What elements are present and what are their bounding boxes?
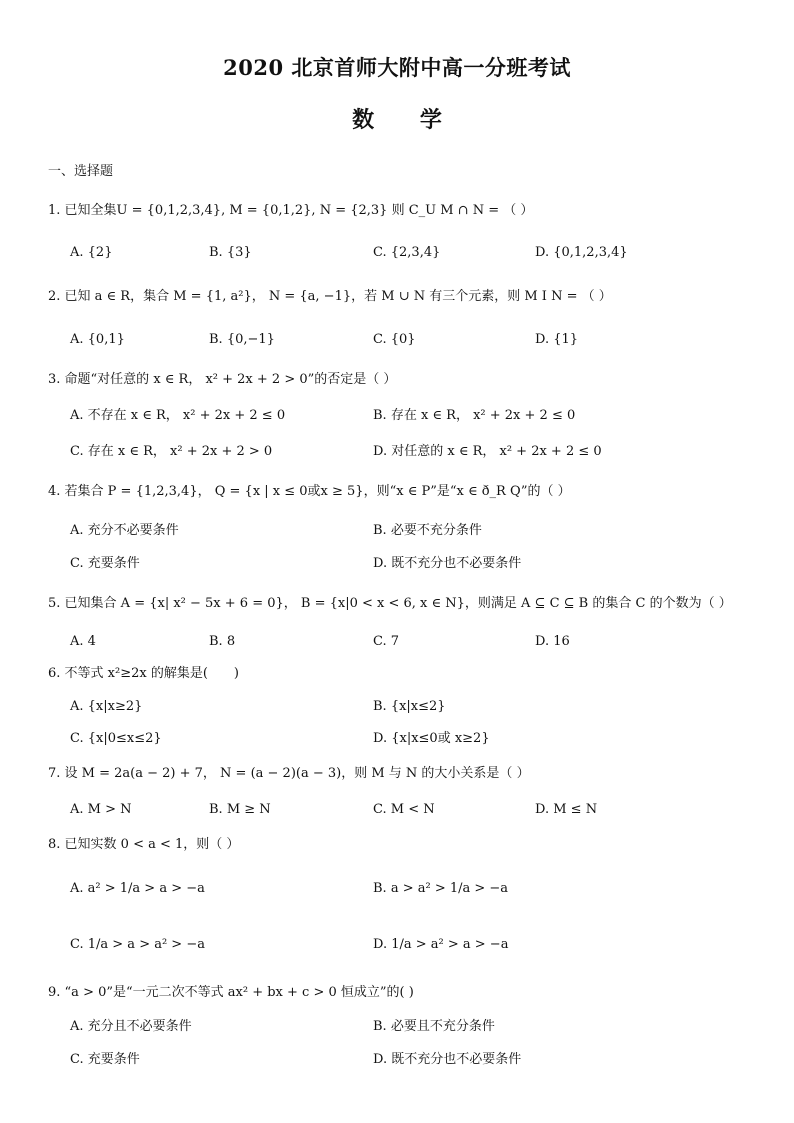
q1-option-b: B. {3} [209,245,252,260]
q1-option-c: C. {2,3,4} [373,245,441,260]
q8-option-a: A. a² > 1/a > a > −a [70,881,205,896]
q5-option-c: C. 7 [373,634,400,649]
exam-title: 2020 北京首师大附中高一分班考试 [223,55,571,80]
q2-option-d: D. {1} [535,332,579,347]
q5-option-d: D. 16 [535,634,570,649]
q3-option-a: A. 不存在 x ∈ R， x² + 2x + 2 ≤ 0 [70,408,286,423]
q4-option-c: C. 充要条件 [70,556,140,571]
question-5: 5. 已知集合 A = {x| x² − 5x + 6 = 0}， B = {x|0 < x < 6, x ∈ N}，则满足 A ⊆ C ⊆ B 的集合 C 的个数为（ ） [48,596,732,611]
q7-option-a: A. M > N [70,802,132,817]
q7-option-d: D. M ≤ N [535,802,598,817]
q4-option-b: B. 必要不充分条件 [373,523,482,538]
q2-option-b: B. {0,−1} [209,332,275,347]
q6-option-d: D. {x|x≤0或 x≥2} [373,731,490,746]
q4-option-d: D. 既不充分也不必要条件 [373,556,522,571]
question-9: 9. “a > 0”是“一元二次不等式 ax² + bx + c > 0 恒成立”的( ) [48,985,414,1000]
question-3: 3. 命题“对任意的 x ∈ R， x² + 2x + 2 > 0”的否定是（ ） [48,372,397,387]
q3-option-c: C. 存在 x ∈ R， x² + 2x + 2 > 0 [70,444,273,459]
q7-option-b: B. M ≥ N [209,802,271,817]
q8-option-d: D. 1/a > a² > a > −a [373,937,509,952]
q1-option-d: D. {0,1,2,3,4} [535,245,628,260]
q4-option-a: A. 充分不必要条件 [70,523,179,538]
q5-option-b: B. 8 [209,634,236,649]
q8-option-c: C. 1/a > a > a² > −a [70,937,205,952]
q6-option-b: B. {x|x≤2} [373,699,446,714]
q1-option-a: A. {2} [70,245,113,260]
section-heading: 一、选择题 [48,164,114,179]
q2-option-c: C. {0} [373,332,416,347]
q5-option-a: A. 4 [70,634,96,649]
question-4: 4. 若集合 P = {1,2,3,4}， Q = {x | x ≤ 0或x ≥ 5}，则“x ∈ P”是“x ∈ ð_R Q”的（ ） [48,484,571,499]
q9-option-d: D. 既不充分也不必要条件 [373,1052,522,1067]
q9-option-b: B. 必要且不充分条件 [373,1019,495,1034]
q3-option-b: B. 存在 x ∈ R， x² + 2x + 2 ≤ 0 [373,408,576,423]
question-1: 1. 已知全集U = {0,1,2,3,4}, M = {0,1,2}, N = {2,3} 则 C_U M ∩ N = （ ） [48,203,534,218]
subject-title: 数 学 [352,107,442,133]
q6-option-a: A. {x|x≥2} [70,699,143,714]
q3-option-d: D. 对任意的 x ∈ R， x² + 2x + 2 ≤ 0 [373,444,602,459]
q9-option-c: C. 充要条件 [70,1052,140,1067]
q8-option-b: B. a > a² > 1/a > −a [373,881,509,896]
q2-option-a: A. {0,1} [70,332,125,347]
q7-option-c: C. M < N [373,802,435,817]
question-2: 2. 已知 a ∈ R，集合 M = {1, a²}， N = {a, −1}，若 M ∪ N 有三个元素，则 M I N = （ ） [48,289,612,304]
question-6: 6. 不等式 x²≥2x 的解集是( ) [48,666,239,681]
question-7: 7. 设 M = 2a(a − 2) + 7， N = (a − 2)(a − 3)，则 M 与 N 的大小关系是（ ） [48,766,530,781]
question-8: 8. 已知实数 0 < a < 1，则（ ） [48,837,240,852]
q6-option-c: C. {x|0≤x≤2} [70,731,162,746]
q9-option-a: A. 充分且不必要条件 [70,1019,192,1034]
